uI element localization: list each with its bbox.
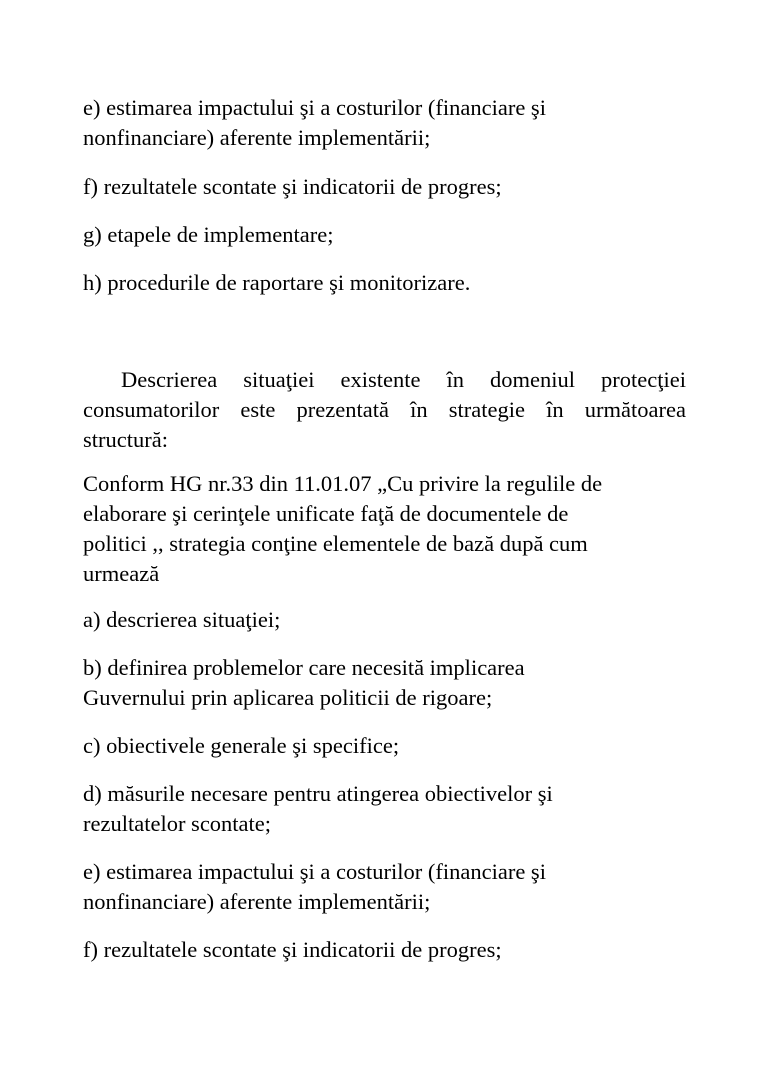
list-item-line: h) procedurile de raportare şi monitorizare. — [83, 270, 471, 295]
list-item-h-top — [83, 268, 686, 298]
list-item-a — [83, 605, 686, 635]
list-item-line: d) măsurile necesare pentru atingerea obiectivelor şi — [83, 781, 553, 806]
list-item-d — [83, 779, 686, 839]
list-item-line: b) definirea problemelor care necesită implicarea — [83, 655, 525, 680]
list-item-line: c) obiectivele generale şi specifice; — [83, 733, 400, 758]
list-item-f-bottom — [83, 935, 686, 965]
intro-line: consumatorilor este prezentată în strategie în următoarea — [83, 397, 686, 422]
list-item-line: f) rezultatele scontate şi indicatorii de progres; — [83, 937, 502, 962]
list-item-g-top — [83, 220, 686, 250]
list-item-line: e) estimarea impactului şi a costurilor (financiare şi — [83, 95, 546, 120]
intro-line: structură: — [83, 427, 168, 452]
conform-line: Conform HG nr.33 din 11.01.07 „Cu privire la regulile de — [83, 471, 603, 496]
list-item-line: f) rezultatele scontate şi indicatorii de progres; — [83, 174, 502, 199]
list-item-f-top — [83, 172, 686, 202]
list-item-line: Guvernului prin aplicarea politicii de rigoare; — [83, 685, 493, 710]
list-item-line: e) estimarea impactului şi a costurilor (financiare şi — [83, 859, 546, 884]
intro-line: Descrierea situaţiei existente în domeniul protecţiei — [121, 367, 686, 392]
conform-line: elaborare şi cerinţele unificate faţă de documentele de — [83, 501, 569, 526]
list-item-line: nonfinanciare) aferente implementării; — [83, 125, 431, 150]
list-item-e-bottom — [83, 857, 686, 917]
conform-line: politici ,, strategia conţine elementele de bază după cum — [83, 531, 588, 556]
list-item-c — [83, 731, 686, 761]
list-item-line: nonfinanciare) aferente implementării; — [83, 889, 431, 914]
list-item-line: a) descrierea situaţiei; — [83, 607, 281, 632]
list-item-b — [83, 653, 686, 713]
conform-paragraph — [83, 469, 686, 589]
conform-line: urmează — [83, 561, 160, 586]
intro-paragraph — [83, 365, 686, 455]
list-item-e-top — [83, 93, 686, 153]
list-item-line: g) etapele de implementare; — [83, 222, 334, 247]
list-item-line: rezultatelor scontate; — [83, 811, 272, 836]
